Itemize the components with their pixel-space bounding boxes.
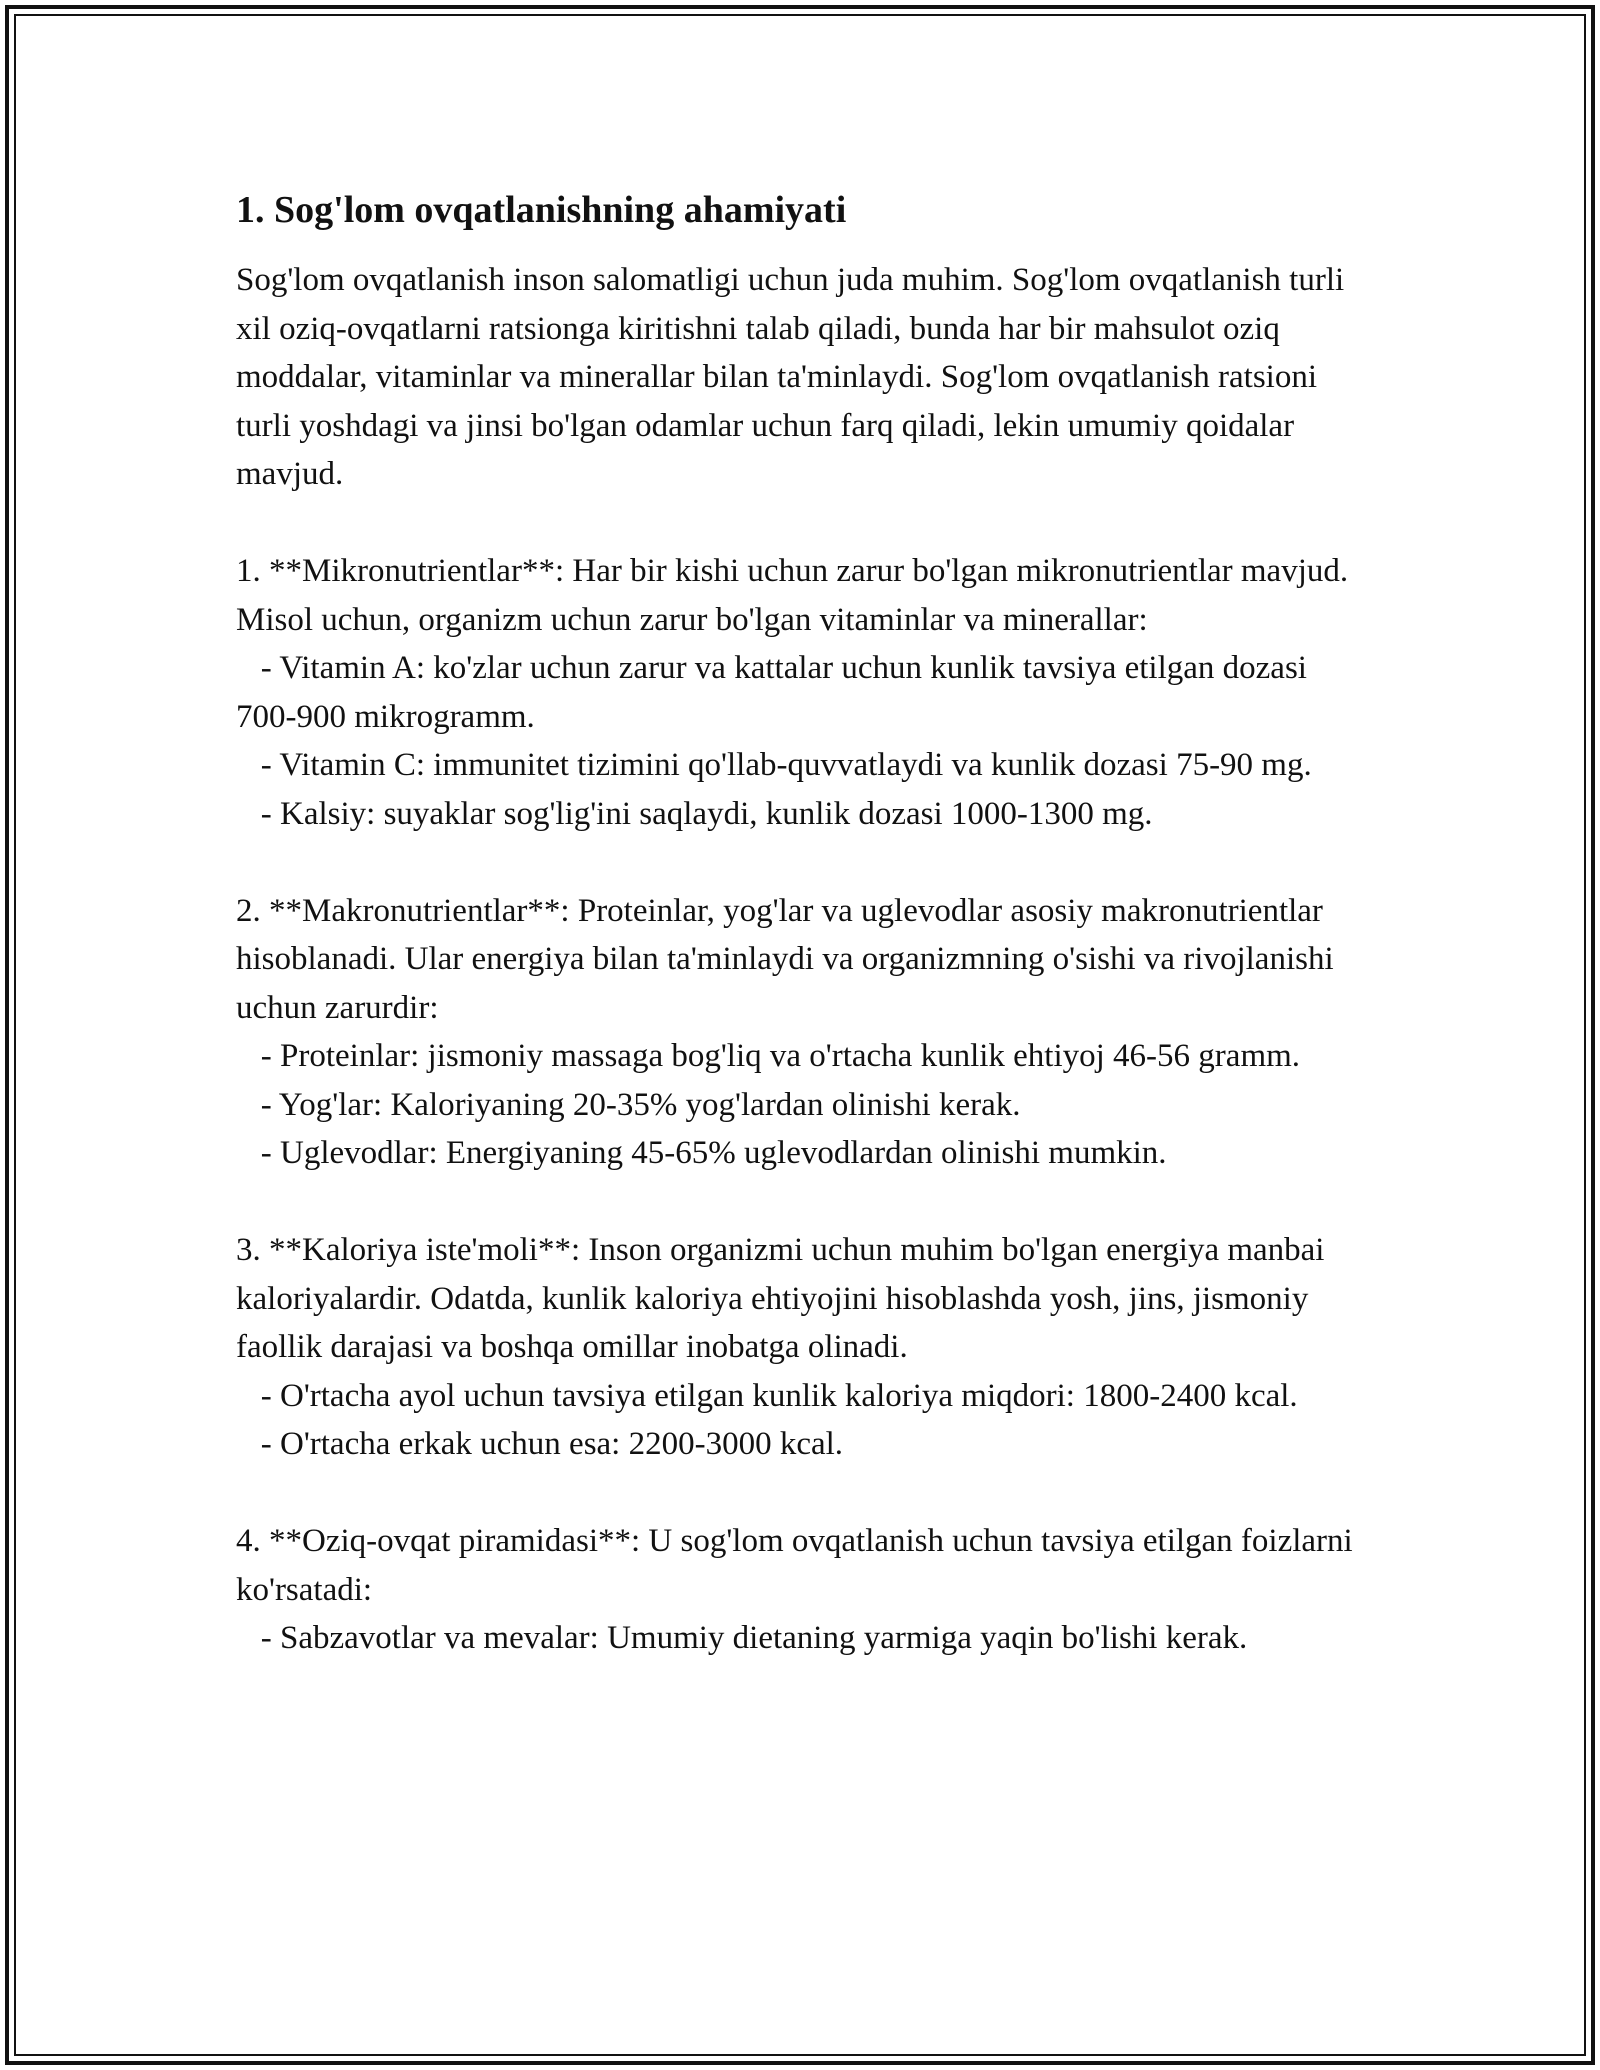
list-item [236,741,1366,790]
list-item-text: - O'rtacha ayol uchun tavsiya etilgan kunlik kaloriya miqdori: 1800-2400 kcal. [260,1377,1298,1414]
list-item [236,1420,1366,1469]
list-item [236,1614,1366,1663]
section-food-pyramid [236,1517,1366,1663]
section-macronutrients [236,887,1366,1178]
section-lead: 3. **Kaloriya iste'moli**: Inson organizmi uchun muhim bo'lgan energiya manbai kaloriyalardir. Odatda, kunlik kaloriya ehtiyojini hisoblashda yosh, jins, jismoniy faollik darajasi va boshqa omillar inobatga olinadi. [236,1232,1333,1365]
list-item-text: - Sabzavotlar va mevalar: Umumiy dietaning yarmiga yaqin bo'lishi kerak. [260,1620,1248,1656]
list-item-text: - O'rtacha erkak uchun esa: 2200-3000 kcal. [260,1426,844,1462]
list-item [236,1129,1366,1178]
list-item-text: - Kalsiy: suyaklar sog'lig'ini saqlaydi, kunlik dozasi 1000-1300 mg. [260,795,1153,832]
list-item [236,1032,1366,1081]
list-item-text: - Vitamin C: immunitet tizimini qo'llab-quvvatlaydi va kunlik dozasi 75-90 mg. [260,747,1312,783]
document-body [236,186,1366,1663]
list-item [236,1081,1366,1130]
intro-paragraph: Sog'lom ovqatlanish inson salomatligi uchun juda muhim. Sog'lom ovqatlanish turli xil oziq-ovqatlarni ratsionga kiritishni talab qiladi, bunda har bir mahsulot oziq moddalar, vitaminlar va minerallar bilan ta'minlaydi. Sog'lom ovqatlanish ratsioni turli yoshdagi va jinsi bo'lgan odamlar uchun farq qiladi, lekin umumiy qoidalar mavjud. [236,262,1353,492]
list-item-text: - Uglevodlar: Energiyaning 45-65% uglevodlardan olinishi mumkin. [260,1135,1167,1171]
list-item [236,790,1366,839]
section-lead: 4. **Oziq-ovqat piramidasi**: U sog'lom ovqatlanish uchun tavsiya etilgan foizlarni ko'rsatadi: [236,1523,1361,1608]
list-item-text: - Yog'lar: Kaloriyaning 20-35% yog'lardan olinishi kerak. [260,1086,1021,1123]
section-lead: 2. **Makronutrientlar**: Proteinlar, yog'lar va uglevodlar asosiy makronutrientlar hisoblanadi. Ular energiya bilan ta'minlaydi va organizmning o'sishi va rivojlanishi uchun zarurdir: [236,892,1342,1026]
list-item [236,1372,1366,1421]
section-calorie-intake [236,1226,1366,1469]
section-lead: 1. **Mikronutrientlar**: Har bir kishi uchun zarur bo'lgan mikronutrientlar mavjud. Misol uchun, organizm uchun zarur bo'lgan vitaminlar va minerallar: [236,553,1357,638]
list-item-text: - Vitamin A: ko'zlar uchun zarur va kattalar uchun kunlik tavsiya etilgan dozasi 700-900 mikrogramm. [236,650,1316,735]
list-item-text: - Proteinlar: jismoniy massaga bog'liq va o'rtacha kunlik ehtiyoj 46-56 gramm. [260,1038,1301,1074]
section-heading: 1. Sog'lom ovqatlanishning ahamiyati [236,189,847,231]
list-item [236,644,1366,741]
section-micronutrients [236,547,1366,838]
